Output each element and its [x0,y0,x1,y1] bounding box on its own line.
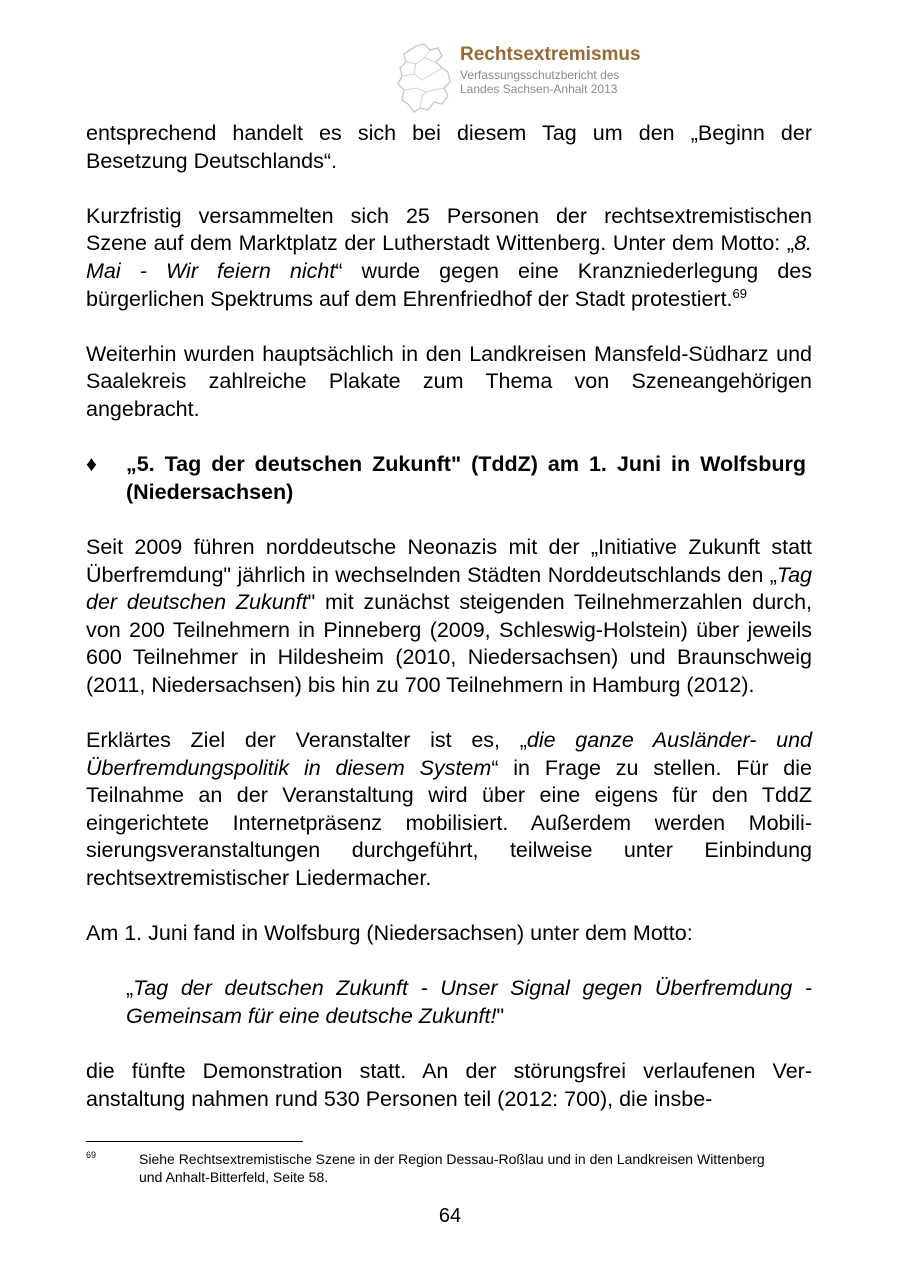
motto-text: Tag der deutschen Zukunft - Unser Signal gegen Überfremdung - Gemeinsam für eine deutsche Zukunft! [126,976,812,1028]
paragraph-5-quote: die ganze Ausländer- und Überfremdungspolitik in diesem System [86,728,812,780]
motto-close-quote: " [496,1004,505,1028]
page-header [396,42,716,116]
paragraph-5-text-a: Erklärtes Ziel der Veranstalter ist es, „ [86,728,527,753]
footnote-number: 69 [86,1150,97,1160]
paragraph-4-event-name: Tag der deutschen Zukunft [86,562,812,615]
footnote-text: Siehe Rechtsextremistische Szene in der Region Dessau-Roßlau und in den Landkreisen Wittenberg und Anhalt-Bitterfeld, Seite 58. [139,1151,765,1185]
header-title: Rechtsextremismus [460,44,641,65]
paragraph-4-text-b: " mit zunächst steigenden Teilnehmerzahlen durch, von 200 Teilnehmern in Pinneberg (2009, Schleswig-Holstein) über jeweils 600 Teilnehmer in Hildesheim (2010, Niedersachsen) und Braunschweig (2011, Niedersachsen) bis hin zu 700 Teilnehmern in Hamburg (2012). [86,590,812,697]
saxony-anhalt-map-icon [396,42,454,114]
paragraph-2-motto: 8. Mai - Wir feiern nicht [86,231,812,283]
body-text [86,120,812,1141]
motto-open-quote: „ [126,976,134,1001]
header-subtitle-line1: Verfassungsschutzbericht des [460,68,620,82]
footnote-reference[interactable]: 69 [732,285,748,301]
paragraph-2 [86,203,812,313]
paragraph-1: entsprechend handelt es sich bei diesem Tag um den „Beginn der Besetzung Deutschlands“. [86,121,812,173]
paragraph-4-text-a: Seit 2009 führen norddeutsche Neonazis mit der „Initiative Zukunft statt Überfremdung" jährlich in wechselnden Städten Norddeutschlands den „ [86,534,812,587]
paragraph-2-text-a: Kurzfristig versammelten sich 25 Personen der rechtsextremistischen Szene auf dem Marktplatz der Lutherstadt Wittenberg. Unter dem Motto: „ [86,203,812,256]
paragraph-6-motto [86,975,812,1030]
paragraph-7: die fünfte Demonstration statt. An der störungsfrei verlaufenen Veranstaltung nahmen rund 530 Personen teil (2012: 700), die insbe- [86,1059,812,1111]
paragraph-5 [86,727,812,893]
header-subtitle-line2: Landes Sachsen-Anhalt 2013 [460,82,618,96]
diamond-bullet-icon: ♦ [86,452,97,477]
paragraph-3: Weiterhin wurden hauptsächlich in den Landkreisen Mansfeld-Südharz und Saalekreis zahlreiche Plakate zum Thema von Szeneangehörigen angebracht. [86,341,812,421]
paragraph-6-intro: Am 1. Juni fand in Wolfsburg (Niedersachsen) unter dem Motto: [86,921,693,946]
page-number: 64 [438,1205,462,1227]
section-heading-text: „5. Tag der deutschen Zukunft" (TddZ) am 1. Juni in Wolfsburg (Niedersachsen) [126,452,806,504]
paragraph-4 [86,534,812,700]
paragraph-2-text-b: “ wurde gegen eine Kranzniederlegung des bürgerlichen Spektrums auf dem Ehrenfriedhof der Stadt protestiert. [86,258,812,311]
paragraph-5-text-b: “ in Frage zu stellen. Für die Teilnahme an der Veranstaltung wird über eine eigens für den TddZ eingerichtete Internetpräsenz mobilisiert. Außerdem werden Mobilisierungsveranstaltungen durchgeführt, teilweise unter Einbindung rechtsextremistischer Liedermacher. [86,755,813,891]
footnote [86,1150,766,1186]
footnote-divider [86,1141,303,1142]
section-heading [86,451,812,506]
